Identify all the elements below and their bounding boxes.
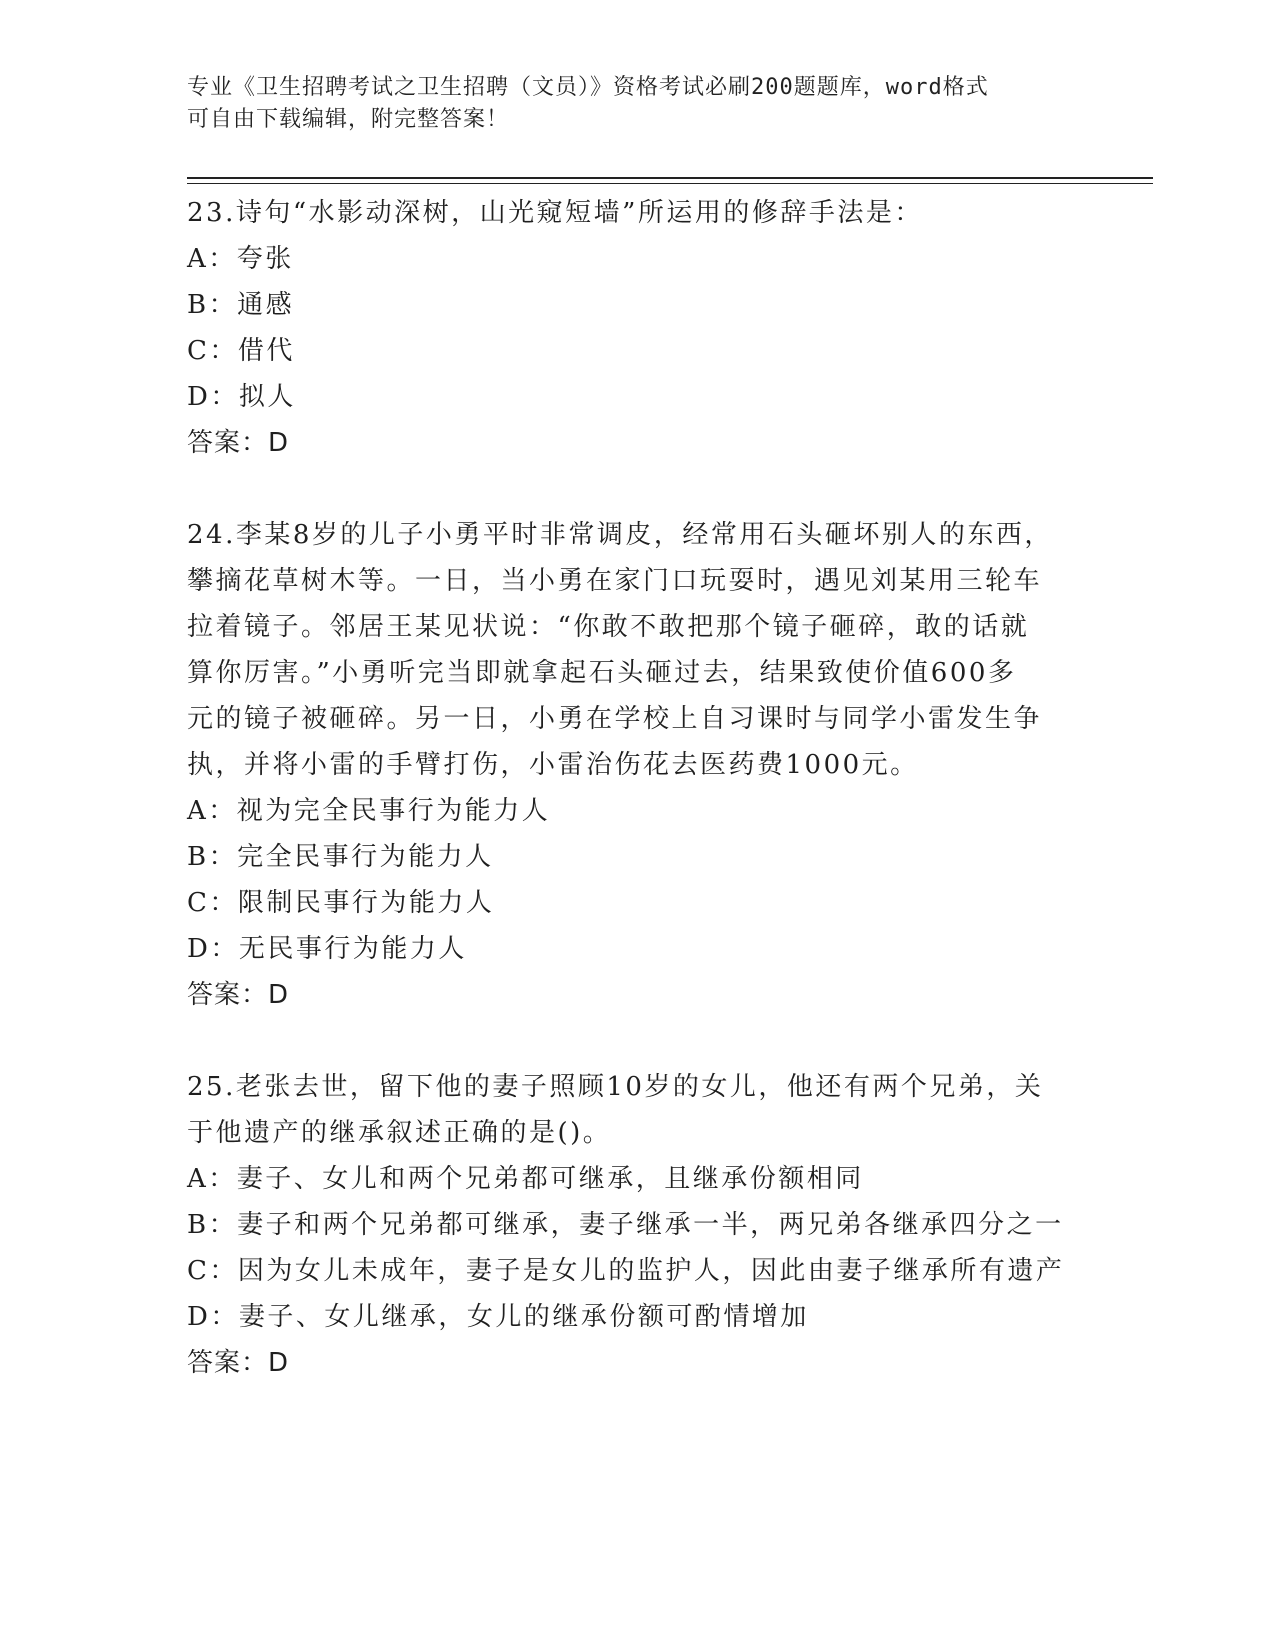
stem-line: 23.诗句“水影动深树，山光窥短墙”所运用的修辞手法是： xyxy=(187,198,923,228)
option-c: C：借代 xyxy=(187,336,295,366)
option-a: A：妻子、女儿和两个兄弟都可继承，且继承份额相同 xyxy=(187,1164,864,1194)
stem-line: 执，并将小雷的手臂打伤，小雷治伤花去医药费1000元。 xyxy=(187,750,919,780)
option-b: B：完全民事行为能力人 xyxy=(187,842,494,872)
question-23 xyxy=(187,190,1087,466)
option-d: D：妻子、女儿继承，女儿的继承份额可酌情增加 xyxy=(187,1302,809,1332)
question-stem xyxy=(187,1064,1087,1156)
option-b: B：妻子和两个兄弟都可继承，妻子继承一半，两兄弟各继承四分之一 xyxy=(187,1210,1064,1240)
option-b: B：通感 xyxy=(187,290,295,320)
question-stem xyxy=(187,190,1087,236)
answer-line: 答案：D xyxy=(187,428,290,458)
answer-line: 答案：D xyxy=(187,980,290,1010)
question-list xyxy=(187,190,1087,1386)
document-header xyxy=(187,72,1067,136)
stem-line: 元的镜子被砸碎。另一日，小勇在学校上自习课时与同学小雷发生争 xyxy=(187,704,1043,734)
option-a: A：夸张 xyxy=(187,244,294,274)
option-d: D：拟人 xyxy=(187,382,296,412)
stem-line: 拉着镜子。邻居王某见状说：“你敢不敢把那个镜子砸碎，敢的话就 xyxy=(187,612,1030,642)
spacer xyxy=(187,1018,1087,1064)
option-a: A：视为完全民事行为能力人 xyxy=(187,796,551,826)
answer-line: 答案：D xyxy=(187,1348,290,1378)
question-24 xyxy=(187,512,1087,1018)
stem-line: 算你厉害。”小勇听完当即就拿起石头砸过去，结果致使价值600多 xyxy=(187,658,1017,688)
option-d: D：无民事行为能力人 xyxy=(187,934,467,964)
question-stem xyxy=(187,512,1087,788)
header-line: 可自由下载编辑，附完整答案！ xyxy=(187,107,510,132)
header-divider xyxy=(187,177,1153,179)
option-c: C：限制民事行为能力人 xyxy=(187,888,495,918)
stem-line: 24.李某8岁的儿子小勇平时非常调皮，经常用石头砸坏别人的东西， xyxy=(187,520,1053,550)
header-divider-thin xyxy=(187,183,1153,184)
stem-line: 25.老张去世，留下他的妻子照顾10岁的女儿，他还有两个兄弟，关 xyxy=(187,1072,1044,1102)
spacer xyxy=(187,466,1087,512)
question-25 xyxy=(187,1064,1087,1386)
stem-line: 攀摘花草树木等。一日，当小勇在家门口玩耍时，遇见刘某用三轮车 xyxy=(187,566,1043,596)
stem-line: 于他遗产的继承叙述正确的是()。 xyxy=(187,1118,612,1148)
header-line: 专业《卫生招聘考试之卫生招聘（文员）》资格考试必刷200题题库，word格式 xyxy=(187,75,989,100)
option-c: C：因为女儿未成年，妻子是女儿的监护人，因此由妻子继承所有遗产 xyxy=(187,1256,1065,1286)
